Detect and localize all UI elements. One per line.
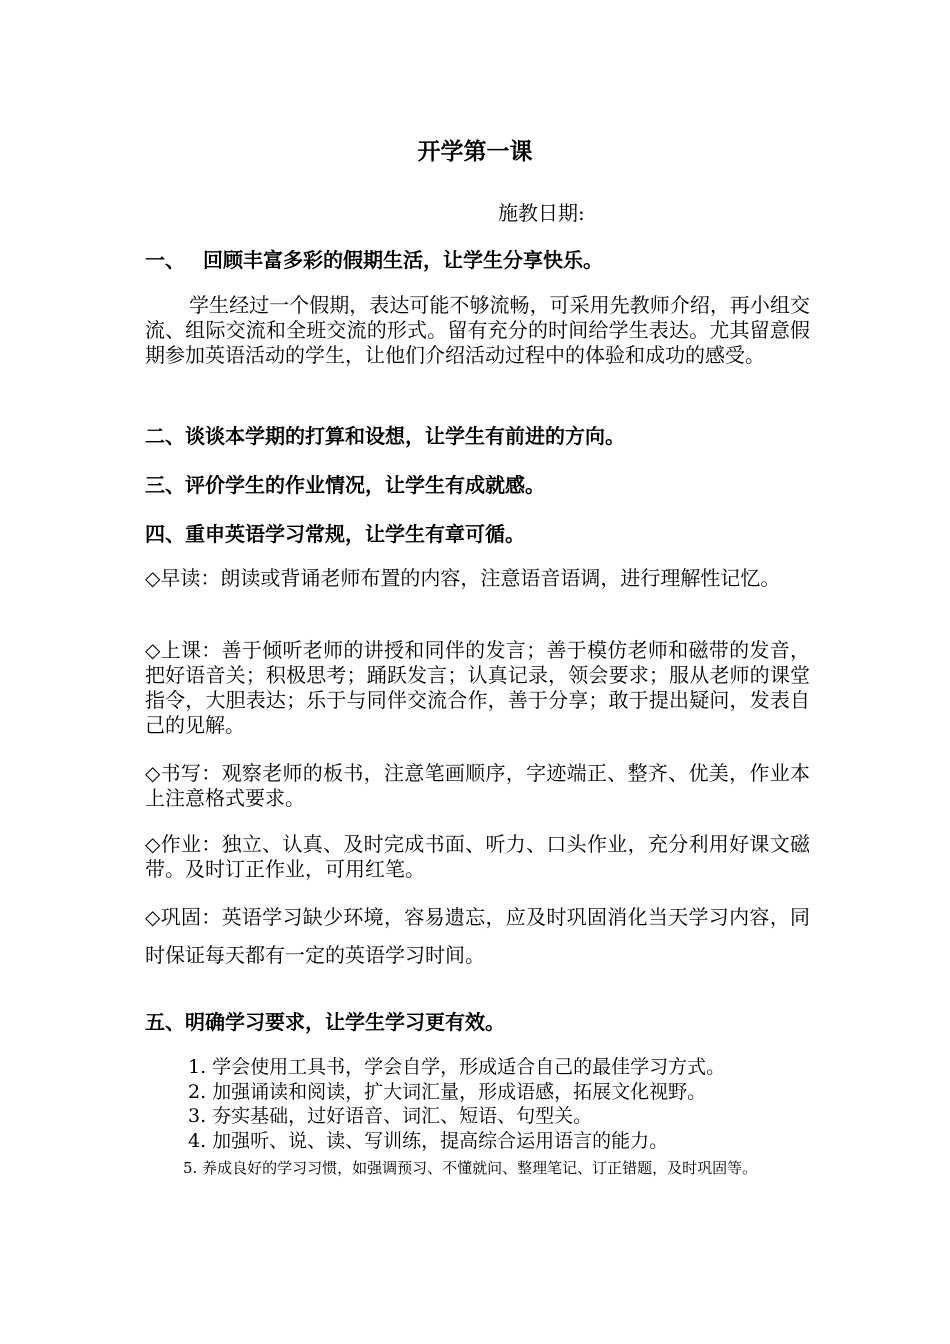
section-heading-3: 三、评价学生的作业情况，让学生有成就感。 <box>145 473 545 497</box>
list-item: 2. 加强诵读和阅读，扩大词汇量，形成语感，拓展文化视野。 <box>188 1080 707 1103</box>
section-heading-text: 回顾丰富多彩的假期生活，让学生分享快乐。 <box>203 248 603 272</box>
requirement-5: 5. 养成良好的学习习惯，如强调预习、不懂就问、整理笔记、订正错题，及时巩固等。 <box>183 1159 758 1177</box>
requirements-list <box>188 1055 725 1153</box>
section-number: 一、 <box>145 248 185 272</box>
rule-consolidation: ◇巩固：英语学习缺少环境，容易遗忘，应及时巩固消化当天学习内容，同时保证每天都有一定的英语学习时间。 <box>145 905 810 967</box>
section-heading-2: 二、谈谈本学期的打算和设想，让学生有前进的方向。 <box>145 424 625 448</box>
section-heading-5: 五、明确学习要求，让学生学习更有效。 <box>145 1010 505 1034</box>
rule-homework: ◇作业：独立、认真、及时完成书面、听力、口头作业，充分利用好课文磁带。及时订正作业，可用红笔。 <box>145 832 810 881</box>
page-title: 开学第一课 <box>417 139 533 165</box>
section-1-paragraph: 学生经过一个假期，表达可能不够流畅，可采用先教师介绍，再小组交流、组际交流和全班交流的形式。留有充分的时间给学生表达。尤其留意假期参加英语活动的学生，让他们介绍活动过程中的体验和成功的感受。 <box>145 293 810 367</box>
list-item: 4. 加强听、说、读、写训练，提高综合运用语言的能力。 <box>188 1129 669 1152</box>
section-heading-4: 四、重申英语学习常规，让学生有章可循。 <box>145 522 525 546</box>
rule-morning-reading: ◇早读：朗读或背诵老师布置的内容，注意语音语调，进行理解性记忆。 <box>145 566 781 590</box>
section-heading-1 <box>145 244 603 273</box>
rule-class: ◇上课：善于倾听老师的讲授和同伴的发言；善于模仿老师和磁带的发音，把好语音关；积极思考；踊跃发言；认真记录，领会要求；服从老师的课堂指令，大胆表达；乐于与同伴交流合作，善于分享；敢于提出疑问，发表自己的见解。 <box>145 638 810 737</box>
date-label: 施教日期: <box>498 201 585 225</box>
list-item: 3. 夯实基础，过好语音、词汇、短语、句型关。 <box>188 1105 593 1127</box>
list-item: 1. 学会使用工具书，学会自学，形成适合自己的最佳学习方式。 <box>188 1056 726 1078</box>
rule-writing: ◇书写：观察老师的板书，注意笔画顺序，字迹端正、整齐、优美，作业本上注意格式要求。 <box>145 761 810 810</box>
